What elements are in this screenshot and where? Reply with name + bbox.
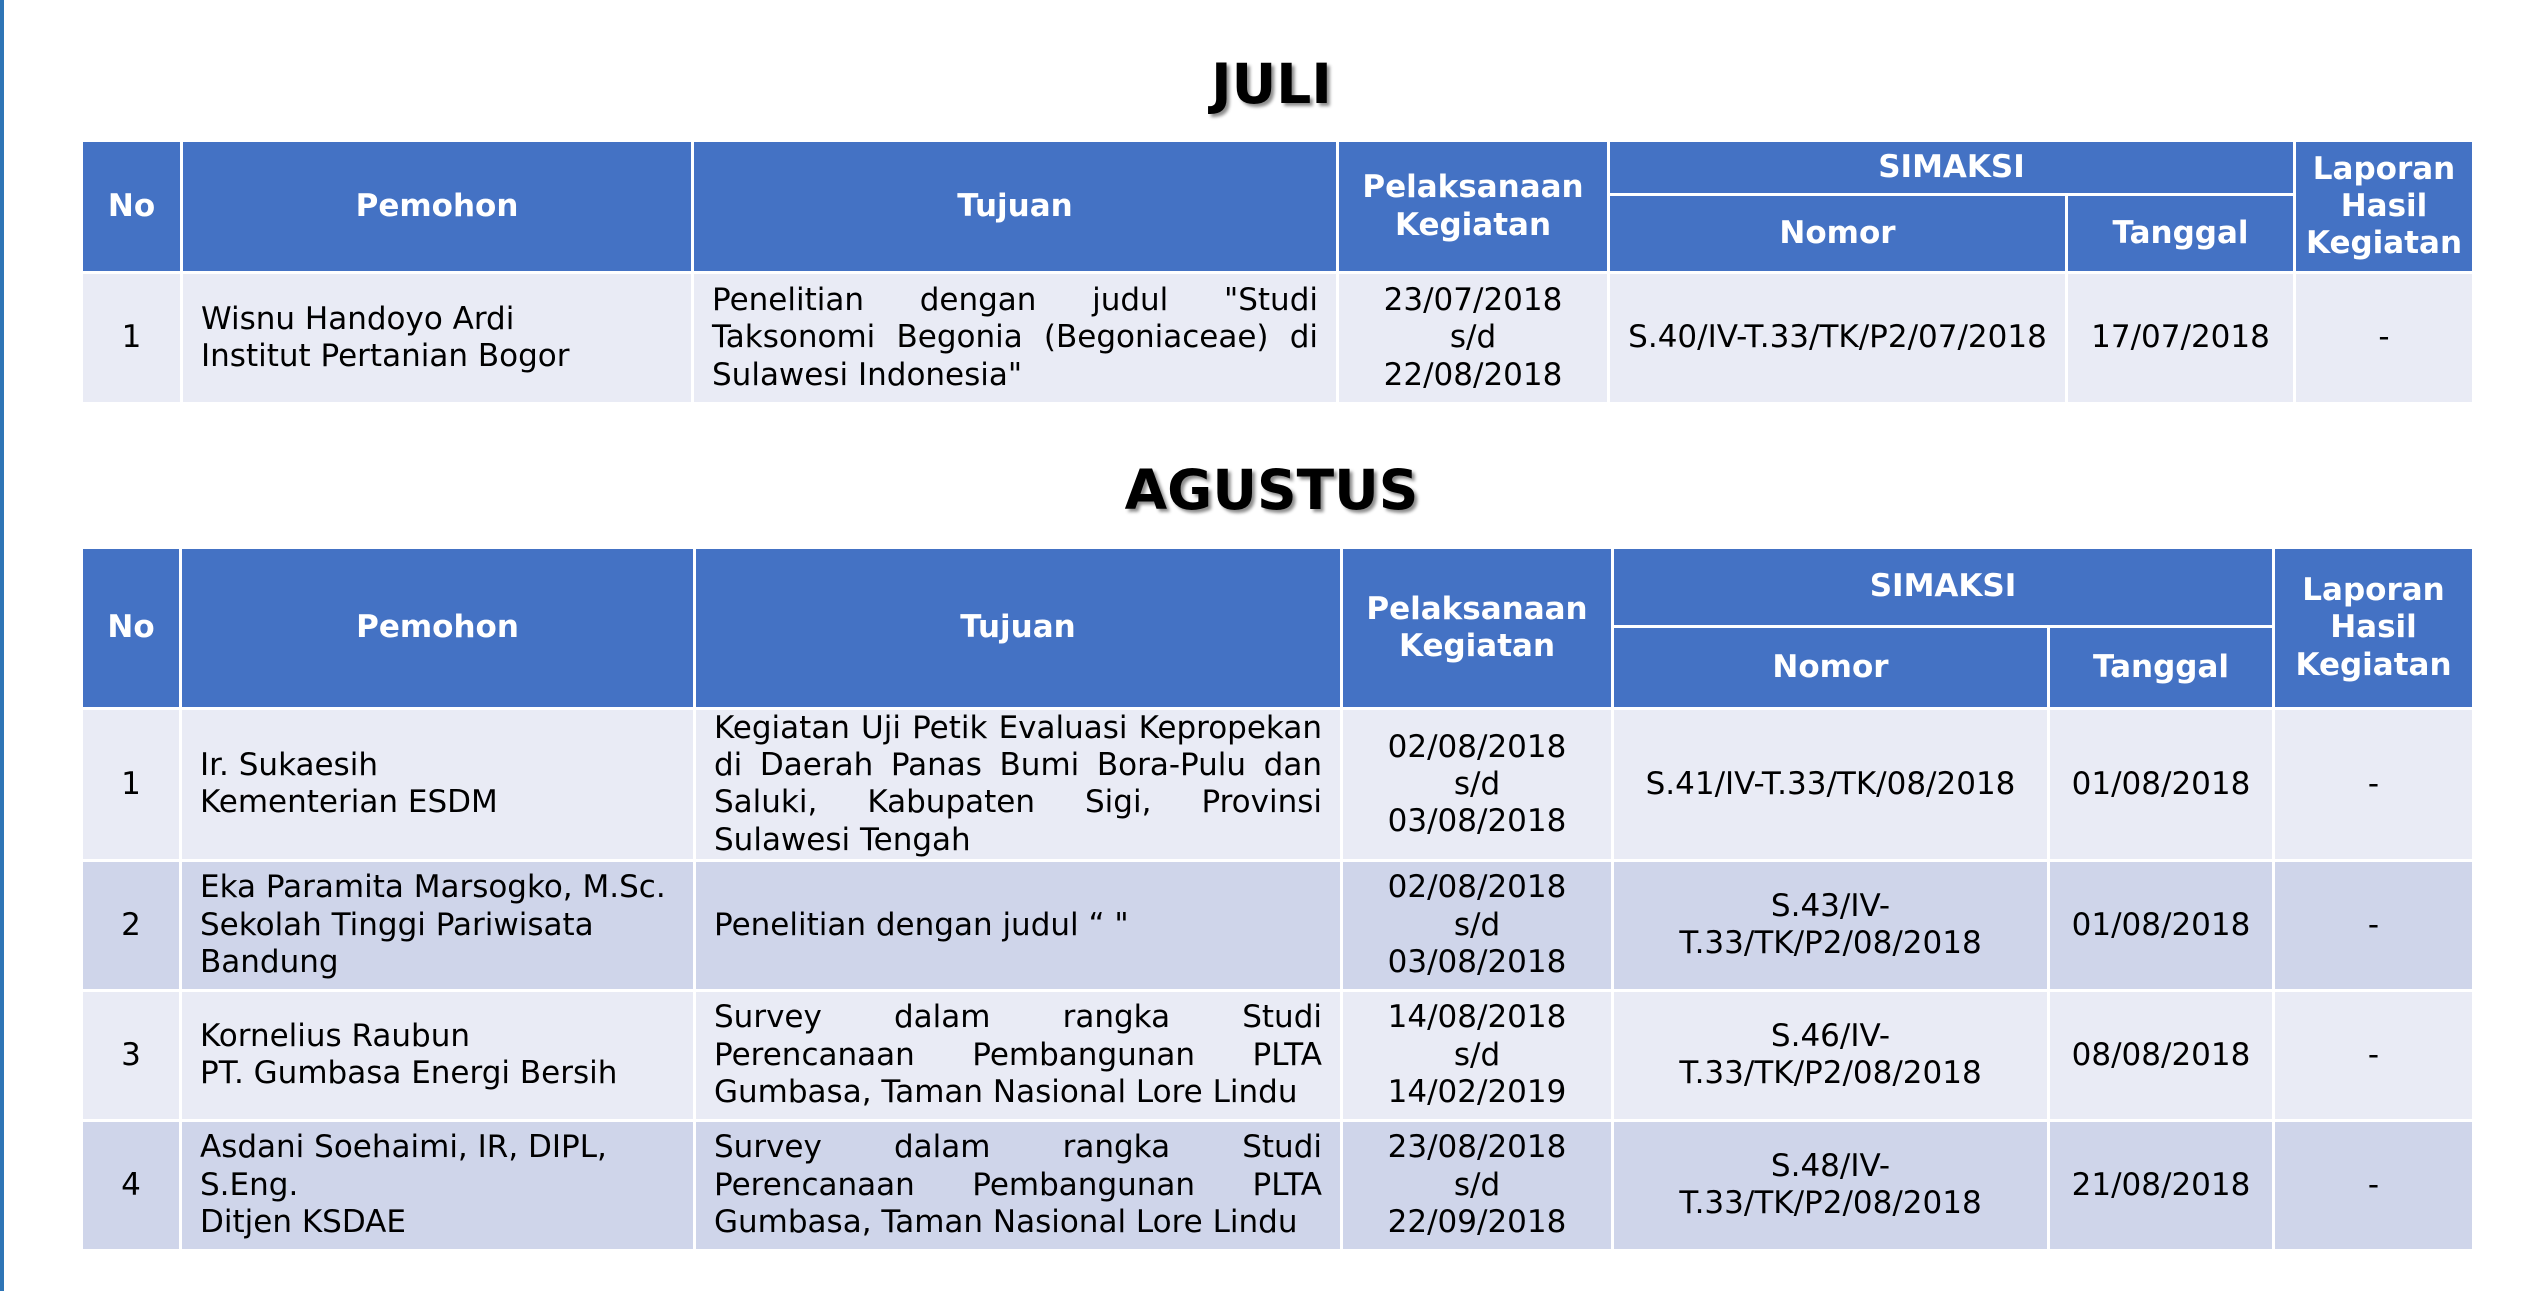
cell-tanggal: 01/08/2018 — [2049, 860, 2274, 990]
pelaksanaan-line: 02/08/2018 — [1387, 869, 1567, 906]
cell-no: 1 — [82, 709, 181, 861]
pemohon-line: Ir. Sukaesih — [200, 747, 378, 784]
pemohon-line: Kementerian ESDM — [200, 784, 498, 821]
cell-pemohon — [181, 1120, 695, 1250]
header-pelaksanaan — [1342, 548, 1613, 709]
header-tujuan: Tujuan — [695, 548, 1342, 709]
pelaksanaan-line: 23/08/2018 — [1387, 1129, 1567, 1166]
header-simaksi: SIMAKSI — [1609, 141, 2295, 195]
header-laporan-line: Kegiatan — [2305, 225, 2463, 262]
header-laporan-line: Laporan — [2312, 150, 2456, 187]
header-pelaksanaan-line: Kegiatan — [1398, 628, 1556, 664]
cell-no: 3 — [82, 990, 181, 1120]
cell-laporan: - — [2274, 990, 2474, 1120]
cell-nomor: S.43/IV-T.33/TK/P2/08/2018 — [1613, 860, 2049, 990]
cell-laporan: - — [2274, 860, 2474, 990]
pelaksanaan-line: s/d — [1453, 765, 1501, 802]
header-laporan-line: Hasil — [2330, 609, 2417, 646]
cell-tujuan: Kegiatan Uji Petik Evaluasi Kepropekan di Daerah Panas Bumi Bora-Pulu dan Saluki, Kabupaten Sigi, Provinsi Sulawesi Tengah — [695, 709, 1342, 861]
cell-pelaksanaan — [1338, 273, 1609, 404]
header-pelaksanaan — [1338, 141, 1609, 273]
cell-laporan: - — [2295, 273, 2474, 404]
header-tujuan: Tujuan — [693, 141, 1338, 273]
cell-tanggal: 17/07/2018 — [2067, 273, 2295, 404]
pelaksanaan-line: s/d — [1453, 906, 1501, 943]
header-laporan — [2295, 141, 2474, 273]
pemohon-line: Asdani Soehaimi, IR, DIPL, S.Eng. — [200, 1129, 607, 1203]
pelaksanaan-line: 22/08/2018 — [1383, 356, 1563, 393]
table-row — [82, 990, 2474, 1120]
cell-pemohon — [181, 990, 695, 1120]
pemohon-line: Eka Paramita Marsogko, M.Sc. — [200, 869, 666, 906]
header-pemohon: Pemohon — [181, 548, 695, 709]
cell-pemohon — [181, 860, 695, 990]
cell-nomor: S.46/IV-T.33/TK/P2/08/2018 — [1613, 990, 2049, 1120]
table-row — [82, 709, 2474, 861]
pelaksanaan-line: s/d — [1453, 1036, 1501, 1073]
header-nomor: Nomor — [1613, 627, 2049, 709]
pemohon-line: PT. Gumbasa Energi Bersih — [200, 1055, 618, 1092]
cell-pelaksanaan — [1342, 990, 1613, 1120]
cell-no: 4 — [82, 1120, 181, 1250]
section-title-agustus: AGUSTUS — [1124, 458, 1419, 522]
header-pelaksanaan-line: Pelaksanaan — [1366, 590, 1588, 627]
pemohon-line: Sekolah Tinggi Pariwisata — [200, 906, 594, 943]
pemohon-line: Bandung — [200, 943, 339, 980]
pelaksanaan-line: s/d — [1453, 1166, 1501, 1203]
pemohon-line: Wisnu Handoyo Ardi — [201, 300, 515, 337]
pelaksanaan-line: 22/09/2018 — [1387, 1203, 1567, 1240]
cell-pelaksanaan — [1342, 709, 1613, 861]
header-no: No — [82, 548, 181, 709]
left-edge-rule — [0, 0, 4, 1291]
cell-laporan: - — [2274, 709, 2474, 861]
pelaksanaan-line: 14/02/2019 — [1387, 1073, 1567, 1110]
header-nomor: Nomor — [1609, 195, 2067, 273]
section-title-juli: JULI — [1211, 52, 1332, 116]
pelaksanaan-line: 02/08/2018 — [1387, 728, 1567, 765]
table-row — [82, 273, 2474, 404]
cell-tujuan: Penelitian dengan judul "Studi Taksonomi Begonia (Begoniaceae) di Sulawesi Indonesia" — [693, 273, 1338, 404]
pelaksanaan-line: 23/07/2018 — [1383, 282, 1563, 319]
pelaksanaan-line: s/d — [1449, 319, 1497, 356]
header-pemohon: Pemohon — [182, 141, 693, 273]
header-laporan — [2274, 548, 2474, 709]
cell-tujuan: Survey dalam rangka Studi Perencanaan Pembangunan PLTA Gumbasa, Taman Nasional Lore Lindu — [695, 1120, 1342, 1250]
pemohon-line: Ditjen KSDAE — [200, 1203, 406, 1240]
cell-pemohon — [182, 273, 693, 404]
pelaksanaan-line: 03/08/2018 — [1387, 943, 1567, 980]
cell-tanggal: 21/08/2018 — [2049, 1120, 2274, 1250]
table-row — [82, 1120, 2474, 1250]
cell-tanggal: 08/08/2018 — [2049, 990, 2274, 1120]
header-tanggal: Tanggal — [2067, 195, 2295, 273]
header-no: No — [82, 141, 182, 273]
cell-no: 1 — [82, 273, 182, 404]
cell-pelaksanaan — [1342, 1120, 1613, 1250]
pemohon-line: Kornelius Raubun — [200, 1018, 471, 1055]
cell-nomor: S.48/IV-T.33/TK/P2/08/2018 — [1613, 1120, 2049, 1250]
table-juli — [80, 139, 2475, 405]
header-pelaksanaan-line: Kegiatan — [1394, 206, 1552, 243]
cell-nomor: S.41/IV-T.33/TK/08/2018 — [1613, 709, 2049, 861]
header-laporan-line: Laporan — [2302, 572, 2445, 609]
cell-tujuan: Penelitian dengan judul “ " — [695, 860, 1342, 990]
cell-nomor: S.40/IV-T.33/TK/P2/07/2018 — [1609, 273, 2067, 404]
table-agustus — [80, 546, 2475, 1252]
table-row — [82, 860, 2474, 990]
cell-tanggal: 01/08/2018 — [2049, 709, 2274, 861]
cell-pelaksanaan — [1342, 860, 1613, 990]
header-pelaksanaan-line: Pelaksanaan — [1362, 169, 1584, 206]
header-tanggal: Tanggal — [2049, 627, 2274, 709]
pelaksanaan-line: 14/08/2018 — [1387, 999, 1567, 1036]
pemohon-line: Institut Pertanian Bogor — [201, 338, 570, 374]
cell-tujuan: Survey dalam rangka Studi Perencanaan Pembangunan PLTA Gumbasa, Taman Nasional Lore Lindu — [695, 990, 1342, 1120]
cell-laporan: - — [2274, 1120, 2474, 1250]
cell-no: 2 — [82, 860, 181, 990]
cell-pemohon — [181, 709, 695, 861]
header-simaksi: SIMAKSI — [1613, 548, 2274, 627]
header-laporan-line: Kegiatan — [2295, 646, 2452, 683]
header-laporan-line: Hasil — [2340, 187, 2428, 224]
pelaksanaan-line: 03/08/2018 — [1387, 802, 1567, 839]
